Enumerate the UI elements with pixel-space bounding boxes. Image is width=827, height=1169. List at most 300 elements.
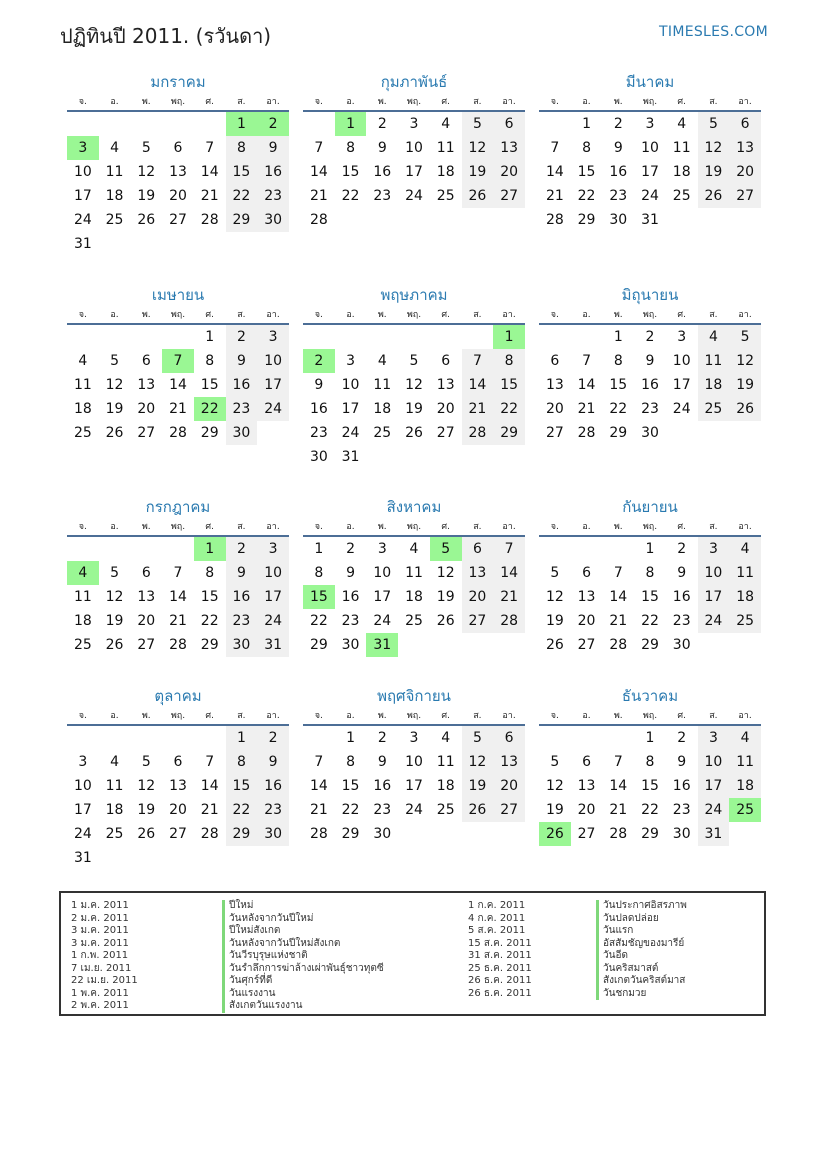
day-cell: 30: [257, 208, 289, 232]
weekday-label: จ.: [314, 522, 323, 532]
day-cell: 7: [173, 565, 183, 581]
day-cell: 21: [169, 613, 187, 629]
day-cell: 12: [545, 778, 564, 794]
day-cell: 9: [314, 377, 324, 393]
month-name: ธันวาคม: [621, 687, 679, 705]
day-cell: 19: [105, 401, 124, 417]
weekday-label: อ.: [110, 97, 119, 107]
day-cell: 30: [309, 449, 328, 465]
day-cell: 14: [545, 164, 564, 180]
day-cell: 11: [105, 778, 124, 794]
day-cell: 15: [341, 164, 360, 180]
day-cell: 5: [462, 112, 494, 136]
day-cell: 23: [609, 188, 628, 204]
weekday-label: ศ.: [205, 711, 214, 721]
day-cell: 24: [341, 425, 360, 441]
month-block: [67, 684, 289, 870]
day-cell: 5: [698, 112, 730, 136]
day-cell: 9: [226, 561, 258, 585]
day-cell: 8: [205, 353, 215, 369]
day-cell: 19: [436, 589, 455, 605]
day-cell: 19: [729, 373, 761, 397]
legend-holiday-name: วันแรก: [596, 925, 687, 938]
weekday-label: อา.: [266, 711, 280, 721]
day-cell: 2: [677, 730, 687, 746]
weekday-header: [67, 708, 289, 726]
day-cell: 16: [672, 589, 691, 605]
legend-date: 31 ส.ค. 2011: [468, 950, 532, 961]
day-cell: 12: [436, 565, 455, 581]
day-cell: 15: [200, 589, 219, 605]
day-cell: 19: [105, 613, 124, 629]
day-cell: 26: [729, 397, 761, 421]
day-cell: 21: [309, 188, 328, 204]
weekday-header: [539, 94, 761, 112]
day-cell: 9: [377, 140, 387, 156]
day-cell: 4: [729, 726, 761, 750]
day-cell: 27: [729, 184, 761, 208]
day-cell: 20: [577, 613, 596, 629]
day-cell: 21: [609, 802, 628, 818]
weekday-label: พ.: [613, 711, 623, 721]
day-cell: 26: [105, 637, 124, 653]
weekday-header: [303, 708, 525, 726]
day-cell: 4: [409, 541, 419, 557]
day-cell: 12: [137, 164, 156, 180]
weekday-label: ศ.: [677, 310, 686, 320]
weekday-label: พฤ.: [642, 711, 658, 721]
day-cell: 24: [257, 609, 289, 633]
day-cell: 30: [257, 822, 289, 846]
day-cell: 10: [257, 349, 289, 373]
day-cell: 9: [226, 349, 258, 373]
legend-holiday-name: วันหลังจากวันปีใหม่: [222, 913, 384, 926]
day-cell: 7: [493, 537, 525, 561]
brand-link[interactable]: TIMESLES.COM: [659, 24, 768, 40]
day-cell: 18: [373, 401, 392, 417]
day-cell: 3: [346, 353, 356, 369]
day-cell: 29: [609, 425, 628, 441]
legend-holiday-name: วันปลดปล่อย: [596, 913, 687, 926]
day-cell: 13: [462, 561, 494, 585]
legend-date: 15 ส.ค. 2011: [468, 937, 532, 949]
day-cell: 22: [226, 184, 258, 208]
legend-date: 7 เม.ย. 2011: [71, 962, 132, 974]
day-cell: 15: [609, 377, 628, 393]
day-cell: 15: [226, 160, 258, 184]
day-cell: 19: [462, 774, 494, 798]
day-cell: 4: [110, 754, 120, 770]
day-cell: 6: [141, 565, 151, 581]
day-cell: 2: [613, 116, 623, 132]
holiday-day-cell: 7: [162, 349, 194, 373]
weekday-label: ส.: [473, 97, 482, 107]
weekday-label: พฤ.: [642, 310, 658, 320]
day-cell: 21: [545, 188, 564, 204]
month-name: กรกฎาคม: [145, 498, 211, 516]
day-cell: 28: [577, 425, 596, 441]
month-name: ตุลาคม: [154, 687, 202, 705]
weekday-label: อ.: [346, 310, 355, 320]
day-cell: 22: [226, 798, 258, 822]
month-block: [67, 283, 289, 469]
holiday-day-cell: 22: [194, 397, 226, 421]
weekday-label: จ.: [550, 711, 559, 721]
day-cell: 7: [314, 140, 324, 156]
legend-holiday-name: วันคริสมาสต์: [596, 963, 687, 976]
weekday-label: ส.: [237, 522, 246, 532]
legend-names-right: [596, 900, 687, 1000]
legend-holiday-name: วันชกมวย: [596, 988, 687, 1001]
weekday-label: จ.: [550, 310, 559, 320]
day-cell: 1: [314, 541, 324, 557]
day-grid: [539, 325, 761, 469]
weekday-label: ส.: [709, 97, 718, 107]
day-cell: 23: [373, 802, 392, 818]
weekday-label: พฤ.: [170, 310, 186, 320]
day-cell: 6: [493, 726, 525, 750]
day-cell: 9: [645, 353, 655, 369]
day-cell: 11: [73, 377, 92, 393]
day-cell: 28: [200, 826, 219, 842]
day-cell: 4: [377, 353, 387, 369]
day-cell: 25: [105, 212, 124, 228]
weekday-header: [67, 519, 289, 537]
weekday-header: [539, 708, 761, 726]
day-cell: 29: [309, 637, 328, 653]
day-cell: 10: [405, 140, 423, 156]
day-cell: 3: [257, 537, 289, 561]
day-cell: 26: [462, 184, 494, 208]
day-cell: 5: [110, 353, 120, 369]
day-cell: 1: [205, 329, 215, 345]
weekday-label: อ.: [346, 522, 355, 532]
month-block: [303, 283, 525, 469]
day-cell: 28: [609, 826, 628, 842]
day-cell: 21: [169, 401, 187, 417]
weekday-label: อ.: [582, 522, 591, 532]
holiday-day-cell: 26: [539, 822, 571, 846]
weekday-label: พ.: [377, 310, 387, 320]
day-cell: 2: [377, 116, 387, 132]
day-cell: 5: [141, 754, 151, 770]
day-cell: 17: [257, 585, 289, 609]
day-cell: 6: [141, 353, 151, 369]
day-cell: 10: [672, 353, 691, 369]
day-cell: 9: [257, 750, 289, 774]
weekday-label: พฤ.: [642, 522, 658, 532]
day-cell: 22: [493, 397, 525, 421]
day-cell: 23: [672, 802, 691, 818]
day-cell: 15: [577, 164, 596, 180]
day-grid: [303, 537, 525, 681]
day-cell: 29: [493, 421, 525, 445]
day-cell: 28: [493, 609, 525, 633]
day-cell: 11: [729, 750, 761, 774]
day-cell: 19: [545, 802, 564, 818]
holiday-day-cell: 1: [226, 112, 258, 136]
weekday-label: อา.: [738, 711, 752, 721]
day-grid: [303, 325, 525, 469]
legend-holiday-name: วันรำลึกการฆ่าล้างเผ่าพันธุ์ชาวทุตซี: [222, 963, 384, 976]
day-cell: 13: [436, 377, 455, 393]
day-cell: 17: [672, 377, 691, 393]
day-cell: 20: [493, 774, 525, 798]
legend-date: 5 ส.ค. 2011: [468, 925, 526, 936]
day-cell: 20: [169, 802, 187, 818]
day-cell: 20: [577, 802, 596, 818]
day-cell: 27: [577, 637, 596, 653]
legend-holiday-name: วันศุกร์ที่ดี: [222, 975, 384, 988]
day-grid: [67, 112, 289, 256]
day-cell: 2: [377, 730, 387, 746]
day-cell: 12: [405, 377, 423, 393]
day-cell: 8: [314, 565, 324, 581]
day-cell: 6: [462, 537, 494, 561]
day-cell: 26: [462, 798, 494, 822]
day-cell: 15: [226, 774, 258, 798]
day-cell: 24: [405, 188, 423, 204]
legend-holiday-name: วันประกาศอิสรภาพ: [596, 900, 687, 913]
weekday-label: พ.: [141, 97, 151, 107]
day-cell: 3: [409, 116, 419, 132]
weekday-label: อ.: [346, 97, 355, 107]
day-cell: 27: [493, 798, 525, 822]
day-cell: 21: [200, 188, 219, 204]
day-cell: 25: [373, 425, 392, 441]
day-cell: 7: [582, 353, 592, 369]
weekday-label: ส.: [709, 310, 718, 320]
weekday-label: อ.: [582, 711, 591, 721]
day-cell: 25: [729, 609, 761, 633]
day-cell: 13: [169, 778, 187, 794]
day-cell: 21: [577, 401, 596, 417]
legend-date: 22 เม.ย. 2011: [71, 975, 138, 986]
day-cell: 31: [641, 212, 659, 228]
day-cell: 25: [698, 397, 730, 421]
day-cell: 3: [377, 541, 387, 557]
weekday-label: อ.: [346, 711, 355, 721]
weekday-label: จ.: [314, 711, 323, 721]
legend-date: 4 ก.ค. 2011: [468, 912, 526, 924]
day-grid: [303, 112, 525, 256]
day-cell: 12: [105, 377, 124, 393]
weekday-label: พ.: [141, 522, 151, 532]
month-block: [303, 70, 525, 256]
day-cell: 20: [462, 585, 494, 609]
day-cell: 4: [677, 116, 687, 132]
day-cell: 11: [729, 561, 761, 585]
day-cell: 5: [141, 140, 151, 156]
day-cell: 10: [641, 140, 659, 156]
holiday-day-cell: 25: [729, 798, 761, 822]
day-cell: 7: [205, 140, 215, 156]
weekday-header: [303, 519, 525, 537]
day-grid: [67, 726, 289, 870]
weekday-label: ส.: [237, 310, 246, 320]
day-cell: 13: [577, 778, 596, 794]
day-cell: 1: [613, 329, 623, 345]
month-block: [67, 70, 289, 256]
day-cell: 2: [645, 329, 655, 345]
day-cell: 30: [226, 421, 258, 445]
day-cell: 11: [436, 140, 455, 156]
day-cell: 17: [257, 373, 289, 397]
weekday-header: [539, 519, 761, 537]
weekday-label: จ.: [78, 711, 87, 721]
day-cell: 14: [169, 377, 187, 393]
day-cell: 27: [493, 184, 525, 208]
month-block: [67, 495, 289, 681]
weekday-label: อา.: [502, 97, 516, 107]
day-cell: 14: [309, 778, 328, 794]
legend-date: 1 ก.พ. 2011: [71, 950, 129, 961]
month-name: พฤษภาคม: [380, 286, 448, 304]
legend-date: 1 ก.ค. 2011: [468, 900, 526, 911]
day-cell: 2: [346, 541, 356, 557]
month-name: สิงหาคม: [386, 498, 442, 516]
day-cell: 12: [729, 349, 761, 373]
day-cell: 18: [698, 373, 730, 397]
day-cell: 27: [137, 637, 156, 653]
day-cell: 13: [729, 136, 761, 160]
day-cell: 30: [373, 826, 392, 842]
day-cell: 9: [613, 140, 623, 156]
day-cell: 16: [309, 401, 328, 417]
weekday-label: ศ.: [441, 522, 450, 532]
day-cell: 7: [613, 565, 623, 581]
day-cell: 13: [137, 377, 156, 393]
day-cell: 7: [462, 349, 494, 373]
day-cell: 30: [341, 637, 360, 653]
day-cell: 8: [226, 750, 258, 774]
legend-holiday-name: สังเกตวันคริสต์มาส: [596, 975, 687, 988]
day-cell: 14: [609, 589, 628, 605]
day-cell: 30: [672, 637, 691, 653]
month-name: พฤศจิกายน: [377, 687, 451, 705]
weekday-label: พฤ.: [170, 711, 186, 721]
day-cell: 6: [173, 140, 183, 156]
day-cell: 10: [257, 561, 289, 585]
day-cell: 30: [609, 212, 628, 228]
legend-holiday-name: วันอีด: [596, 950, 687, 963]
legend-date: 3 ม.ค. 2011: [71, 925, 129, 936]
day-cell: 18: [436, 778, 455, 794]
day-cell: 23: [672, 613, 691, 629]
weekday-label: อ.: [110, 310, 119, 320]
day-cell: 3: [78, 754, 88, 770]
day-cell: 17: [405, 164, 423, 180]
day-cell: 4: [110, 140, 120, 156]
day-cell: 24: [257, 397, 289, 421]
day-cell: 22: [309, 613, 328, 629]
day-cell: 28: [169, 425, 187, 441]
day-cell: 8: [346, 140, 356, 156]
day-cell: 20: [493, 160, 525, 184]
weekday-label: พ.: [613, 310, 623, 320]
day-cell: 24: [672, 401, 691, 417]
day-cell: 5: [409, 353, 419, 369]
day-cell: 7: [550, 140, 560, 156]
day-cell: 6: [582, 754, 592, 770]
day-cell: 22: [609, 401, 628, 417]
month-block: [303, 684, 525, 870]
day-cell: 22: [641, 613, 659, 629]
day-cell: 27: [169, 212, 187, 228]
day-cell: 4: [441, 730, 451, 746]
day-cell: 3: [677, 329, 687, 345]
day-grid: [67, 537, 289, 681]
day-cell: 15: [341, 778, 360, 794]
day-cell: 29: [341, 826, 360, 842]
legend-names-left: [222, 900, 384, 1013]
day-cell: 17: [698, 585, 730, 609]
weekday-label: จ.: [550, 97, 559, 107]
holiday-day-cell: 1: [194, 537, 226, 561]
day-cell: 28: [609, 637, 628, 653]
day-cell: 23: [226, 397, 258, 421]
legend-date: 26 ธ.ค. 2011: [468, 987, 532, 999]
weekday-label: อา.: [502, 522, 516, 532]
day-cell: 5: [729, 325, 761, 349]
holiday-day-cell: 2: [257, 112, 289, 136]
day-cell: 2: [226, 537, 258, 561]
weekday-label: ศ.: [205, 522, 214, 532]
day-cell: 10: [373, 565, 392, 581]
day-cell: 12: [462, 750, 494, 774]
day-cell: 18: [73, 401, 92, 417]
day-cell: 1: [582, 116, 592, 132]
weekday-label: ศ.: [441, 97, 450, 107]
day-cell: 21: [309, 802, 328, 818]
day-cell: 20: [729, 160, 761, 184]
day-cell: 6: [550, 353, 560, 369]
day-cell: 28: [200, 212, 219, 228]
day-cell: 25: [436, 802, 455, 818]
weekday-label: พ.: [613, 97, 623, 107]
day-cell: 21: [609, 613, 628, 629]
weekday-label: อา.: [502, 310, 516, 320]
day-cell: 9: [257, 136, 289, 160]
day-cell: 10: [341, 377, 360, 393]
day-cell: 9: [377, 754, 387, 770]
day-cell: 16: [226, 373, 258, 397]
day-cell: 29: [577, 212, 596, 228]
day-cell: 11: [672, 140, 691, 156]
day-cell: 2: [257, 726, 289, 750]
day-cell: 19: [405, 401, 423, 417]
legend-holiday-name: สังเกตวันแรงงาน: [222, 1000, 384, 1013]
day-cell: 14: [169, 589, 187, 605]
holiday-day-cell: 2: [303, 349, 335, 373]
day-cell: 19: [545, 613, 564, 629]
day-cell: 4: [729, 537, 761, 561]
legend-holiday-name: วันวีรบุรุษแห่งชาติ: [222, 950, 384, 963]
day-cell: 31: [73, 236, 92, 252]
day-cell: 19: [137, 802, 156, 818]
day-cell: 14: [577, 377, 596, 393]
weekday-label: ส.: [473, 522, 482, 532]
legend-holiday-name: ปีใหม่: [222, 900, 384, 913]
month-block: [539, 495, 761, 681]
day-cell: 23: [341, 613, 360, 629]
day-cell: 3: [698, 537, 730, 561]
day-cell: 9: [677, 754, 687, 770]
day-cell: 8: [346, 754, 356, 770]
holiday-day-cell: 4: [67, 561, 99, 585]
weekday-label: ส.: [709, 711, 718, 721]
day-cell: 10: [698, 750, 730, 774]
